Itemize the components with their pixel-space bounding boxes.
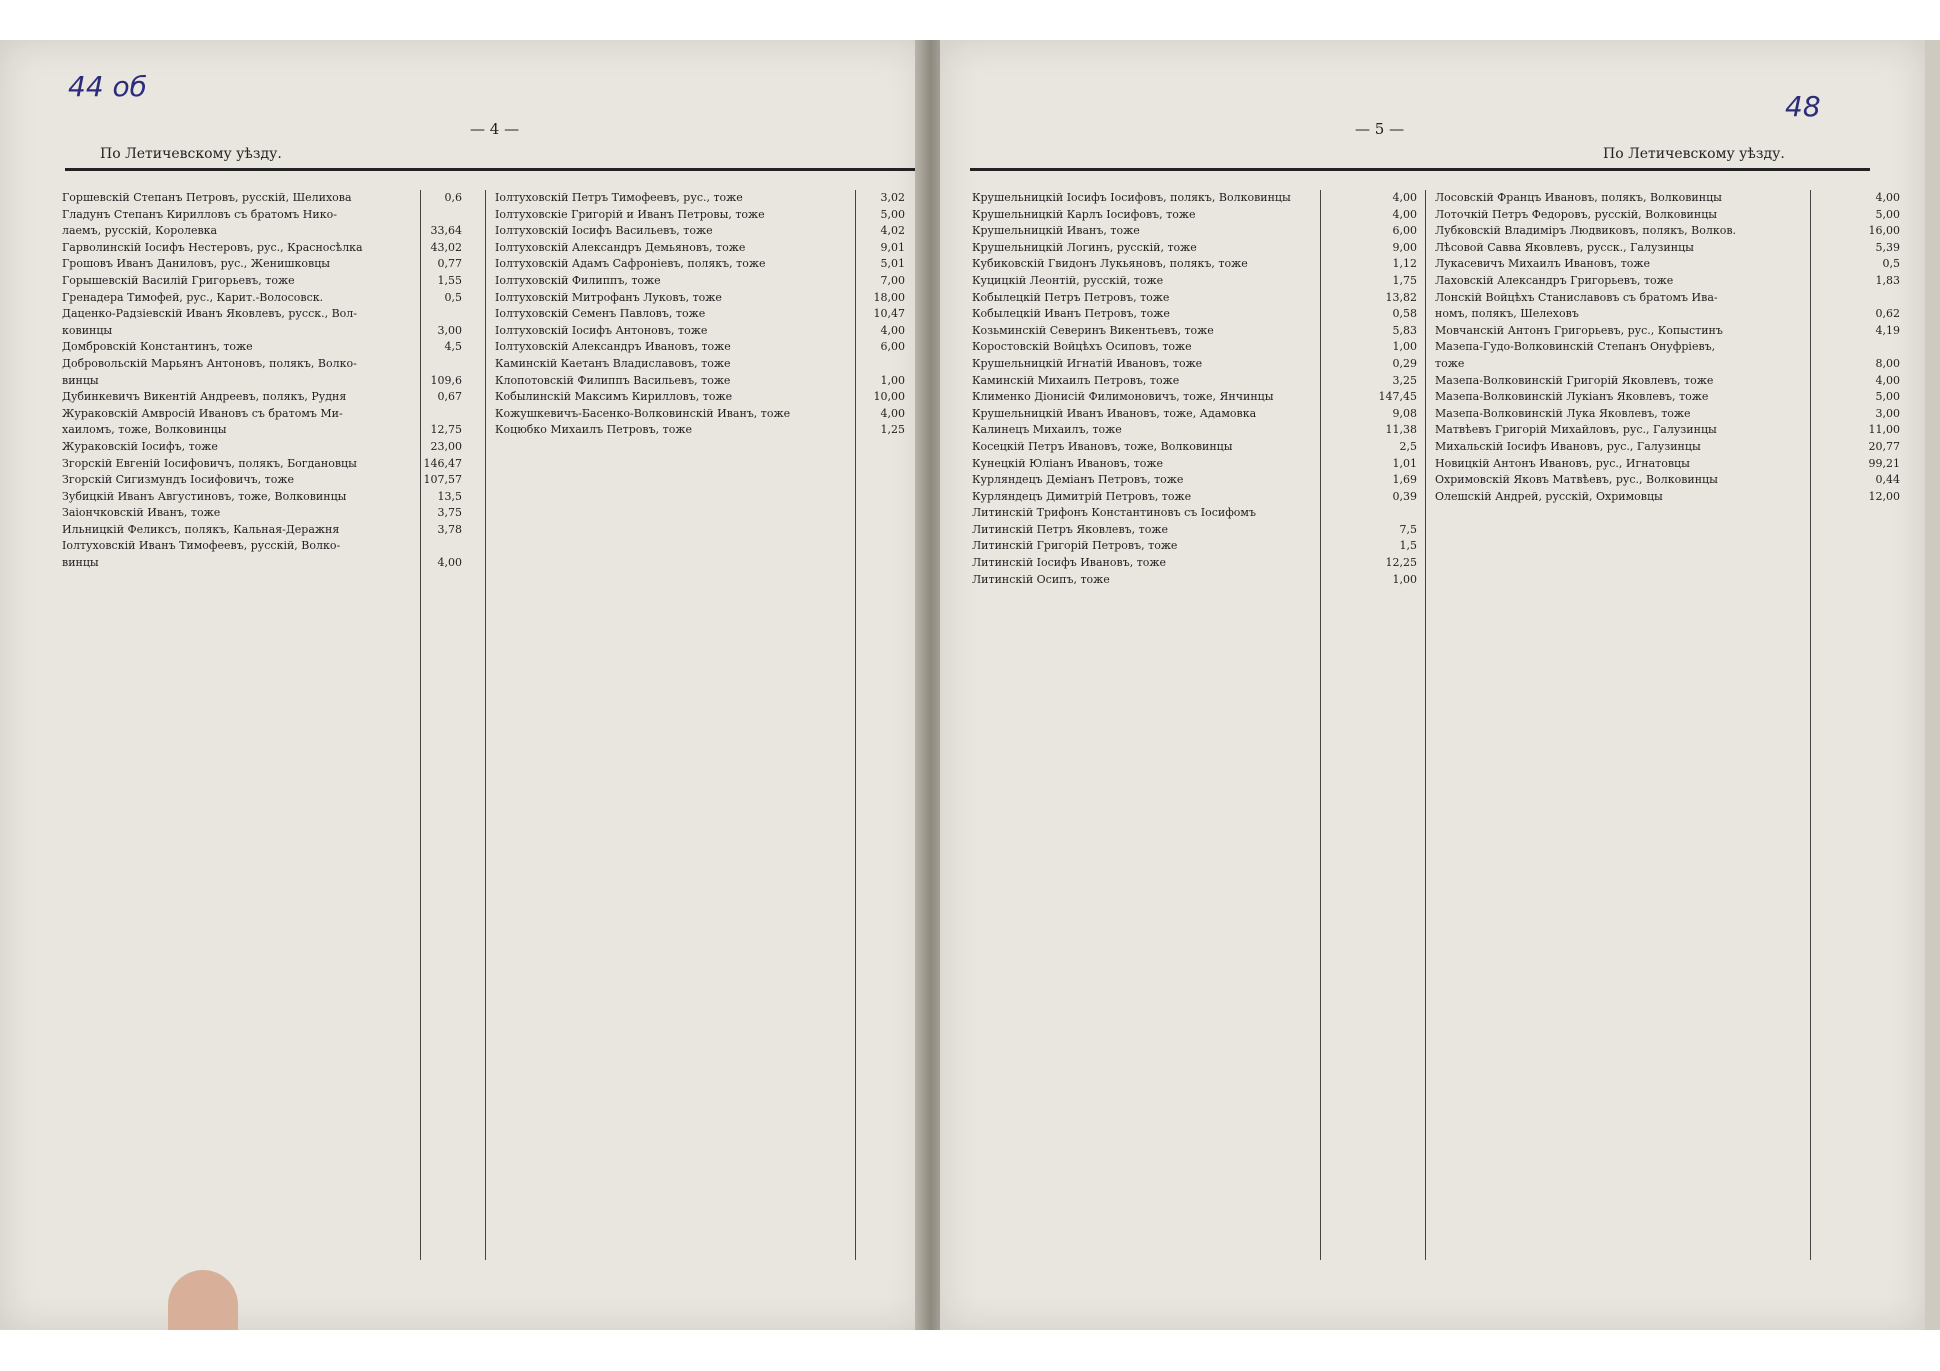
entry-name: Згорскій Евгеній Іосифовичъ, полякъ, Богдановцы bbox=[62, 456, 357, 470]
entry-name: Литинскій Трифонъ Константиновъ съ Іосифомъ bbox=[972, 506, 1256, 520]
entry-value: 0,44 bbox=[1875, 473, 1900, 487]
running-head: По Летичевскому уѣзду. bbox=[1603, 146, 1785, 162]
entry-name: хаиломъ, тоже, Волковинцы bbox=[62, 423, 227, 437]
list-item bbox=[62, 240, 462, 257]
handwritten-annotation: 48 bbox=[1785, 90, 1821, 123]
list-item bbox=[495, 290, 905, 307]
entry-value: 33,64 bbox=[430, 224, 462, 238]
entry-value: 12,00 bbox=[1868, 489, 1900, 503]
entry-value: 4,19 bbox=[1875, 323, 1900, 337]
list-item bbox=[62, 373, 462, 390]
entry-name: Гренадера Тимофей, рус., Карит.-Волосовск. bbox=[62, 290, 324, 304]
entry-value bbox=[410, 356, 462, 373]
list-item bbox=[1435, 223, 1900, 240]
entry-value: 1,00 bbox=[1392, 340, 1417, 354]
list-item bbox=[1435, 472, 1900, 489]
entry-name: Олешскій Андрей, русскій, Охримовцы bbox=[1435, 489, 1663, 503]
list-item bbox=[495, 207, 905, 224]
entry-value bbox=[410, 306, 462, 323]
entry-name: Литинскій Іосифъ Ивановъ, тоже bbox=[972, 556, 1167, 570]
list-item bbox=[972, 339, 1417, 356]
entry-name: Кобылецкій Иванъ Петровъ, тоже bbox=[972, 307, 1170, 321]
entry-name: Мазепа-Волковинскій Лукіанъ Яковлевъ, тоже bbox=[1435, 390, 1709, 404]
entry-name: Заіончковскій Иванъ, тоже bbox=[62, 506, 221, 520]
list-item bbox=[62, 505, 462, 522]
entry-value: 4,00 bbox=[437, 556, 462, 570]
entry-value: 147,45 bbox=[1378, 390, 1417, 404]
right-page bbox=[940, 40, 1925, 1330]
entry-name: Лѣсовой Савва Яковлевъ, русск., Галузинцы bbox=[1435, 240, 1694, 254]
entry-name: Іолтуховскій Александръ Демьяновъ, тоже bbox=[495, 240, 746, 254]
entry-value: 146,47 bbox=[423, 456, 462, 470]
list-item bbox=[495, 306, 905, 323]
entry-name: Крушельницкій Іосифъ Іосифовъ, полякъ, Волковинцы bbox=[972, 191, 1291, 204]
entry-name: Курляндецъ Деміанъ Петровъ, тоже bbox=[972, 473, 1184, 487]
entry-value: 0,29 bbox=[1392, 356, 1417, 370]
entry-value: 13,5 bbox=[437, 489, 462, 503]
list-item bbox=[1435, 273, 1900, 290]
list-item bbox=[1435, 256, 1900, 273]
list-item bbox=[62, 290, 462, 307]
entry-name: лаемъ, русскій, Королевка bbox=[62, 224, 218, 238]
entry-name: Грошовъ Иванъ Даниловъ, рус., Женишковцы bbox=[62, 257, 331, 271]
list-item bbox=[972, 572, 1417, 589]
page-number: — 5 — bbox=[1355, 120, 1405, 138]
list-item bbox=[1435, 207, 1900, 224]
entry-name: Даценко-Радзіевскій Иванъ Яковлевъ, русск., Вол- bbox=[62, 307, 358, 321]
entry-value bbox=[1848, 339, 1900, 356]
entry-name: Іолтуховскій Іосифъ Антоновъ, тоже bbox=[495, 323, 708, 337]
entries-column-2 bbox=[495, 190, 905, 1260]
list-item bbox=[62, 472, 462, 489]
entry-name: тоже bbox=[1435, 356, 1465, 370]
entry-value: 7,5 bbox=[1399, 522, 1417, 536]
entry-value bbox=[1848, 290, 1900, 307]
entry-name: Крушельницкій Карлъ Іосифовъ, тоже bbox=[972, 207, 1196, 221]
entry-value: 109,6 bbox=[430, 373, 462, 387]
list-item bbox=[495, 323, 905, 340]
entry-value: 13,82 bbox=[1385, 290, 1417, 304]
list-item bbox=[62, 489, 462, 506]
list-item bbox=[495, 256, 905, 273]
entry-name: Дубинкевичъ Викентій Андреевъ, полякъ, Рудня bbox=[62, 390, 347, 404]
list-item bbox=[1435, 339, 1900, 356]
entry-value: 10,00 bbox=[873, 390, 905, 404]
entry-value: 4,00 bbox=[880, 323, 905, 337]
list-item bbox=[972, 190, 1417, 207]
entry-value: 3,78 bbox=[437, 522, 462, 536]
list-item bbox=[495, 190, 905, 207]
entry-name: Згорскій Сигизмундъ Іосифовичъ, тоже bbox=[62, 473, 294, 487]
list-item bbox=[972, 389, 1417, 406]
entry-name: Крушельницкій Логинъ, русскій, тоже bbox=[972, 240, 1197, 254]
book-spread bbox=[0, 40, 1940, 1330]
entry-value: 3,00 bbox=[1875, 406, 1900, 420]
entry-name: Охримовскій Яковъ Матвѣевъ, рус., Волковинцы bbox=[1435, 473, 1718, 487]
entry-name: Коростовскій Войцѣхъ Осиповъ, тоже bbox=[972, 340, 1192, 354]
entry-value: 4,00 bbox=[1875, 373, 1900, 387]
entry-value: 9,08 bbox=[1392, 406, 1417, 420]
entry-name: Кобылинскій Максимъ Кирилловъ, тоже bbox=[495, 390, 733, 404]
entry-name: Лукасевичъ Михаилъ Ивановъ, тоже bbox=[1435, 257, 1651, 271]
list-item bbox=[495, 339, 905, 356]
entry-value: 4,00 bbox=[1392, 207, 1417, 221]
column-rule bbox=[1425, 190, 1426, 1260]
entry-value bbox=[853, 356, 905, 373]
list-item bbox=[62, 207, 462, 224]
entry-name: ковинцы bbox=[62, 323, 113, 337]
entry-value: 9,00 bbox=[1392, 240, 1417, 254]
entry-name: Козьминскій Северинъ Викентьевъ, тоже bbox=[972, 323, 1214, 337]
page-number: — 4 — bbox=[470, 120, 520, 138]
entry-name: Мазепа-Волковинскій Григорій Яковлевъ, тоже bbox=[1435, 373, 1714, 387]
entry-value: 1,00 bbox=[880, 373, 905, 387]
list-item bbox=[62, 406, 462, 423]
list-item bbox=[972, 373, 1417, 390]
list-item bbox=[62, 456, 462, 473]
entry-value: 3,00 bbox=[437, 323, 462, 337]
list-item bbox=[495, 223, 905, 240]
list-item bbox=[972, 356, 1417, 373]
list-item bbox=[62, 273, 462, 290]
list-item bbox=[495, 389, 905, 406]
entry-value: 5,83 bbox=[1392, 323, 1417, 337]
header-rule bbox=[65, 168, 925, 171]
entry-name: Жураковскій Амвросій Ивановъ съ братомъ Ми- bbox=[62, 406, 343, 420]
entry-value bbox=[1365, 505, 1417, 522]
entry-value: 4,00 bbox=[1392, 191, 1417, 204]
entry-value: 0,67 bbox=[437, 390, 462, 404]
entry-value: 0,77 bbox=[437, 257, 462, 271]
entries-column-2 bbox=[1435, 190, 1900, 1260]
list-item bbox=[1435, 190, 1900, 207]
entry-name: Добровольскій Марьянъ Антоновъ, полякъ, Волко- bbox=[62, 356, 357, 370]
list-item bbox=[62, 339, 462, 356]
list-item bbox=[1435, 406, 1900, 423]
entry-name: Литинскій Петръ Яковлевъ, тоже bbox=[972, 522, 1168, 536]
entry-name: Жураковскій Іосифъ, тоже bbox=[62, 439, 218, 453]
entry-name: Зубицкій Иванъ Августиновъ, тоже, Волковинцы bbox=[62, 489, 347, 503]
entry-value: 1,5 bbox=[1399, 539, 1417, 553]
entry-name: Каминскій Михаилъ Петровъ, тоже bbox=[972, 373, 1180, 387]
entry-name: Калинецъ Михаилъ, тоже bbox=[972, 423, 1122, 437]
list-item bbox=[972, 323, 1417, 340]
entry-name: Крушельницкій Игнатій Ивановъ, тоже bbox=[972, 356, 1203, 370]
entry-value: 6,00 bbox=[880, 340, 905, 354]
list-item bbox=[972, 207, 1417, 224]
entry-name: Кобылецкій Петръ Петровъ, тоже bbox=[972, 290, 1170, 304]
entry-value: 4,00 bbox=[880, 406, 905, 420]
entry-name: Ильницкій Феликсъ, полякъ, Кальная-Деражня bbox=[62, 522, 340, 536]
list-item bbox=[62, 422, 462, 439]
entry-name: Михальскій Іосифъ Ивановъ, рус., Галузинцы bbox=[1435, 439, 1701, 453]
list-item bbox=[495, 356, 905, 373]
column-rule bbox=[1810, 190, 1811, 1260]
entry-value: 1,25 bbox=[880, 423, 905, 437]
running-head: По Летичевскому уѣзду. bbox=[100, 146, 282, 162]
list-item bbox=[495, 373, 905, 390]
list-item bbox=[972, 306, 1417, 323]
entry-name: Горышевскій Василій Григорьевъ, тоже bbox=[62, 273, 295, 287]
entry-value: 107,57 bbox=[423, 473, 462, 487]
entry-name: Лубковскій Владиміръ Людвиковъ, полякъ, Волков. bbox=[1435, 224, 1737, 238]
list-item bbox=[495, 273, 905, 290]
list-item bbox=[495, 240, 905, 257]
list-item bbox=[62, 190, 462, 207]
list-item bbox=[1435, 373, 1900, 390]
entry-name: Лонскій Войцѣхъ Станиславовъ съ братомъ Ива- bbox=[1435, 290, 1718, 304]
entry-value: 23,00 bbox=[430, 439, 462, 453]
entry-value: 12,75 bbox=[430, 423, 462, 437]
header-rule bbox=[970, 168, 1870, 171]
entry-value bbox=[410, 406, 462, 423]
entry-name: Мазепа-Гудо-Волковинскій Степанъ Онуфріевъ, bbox=[1435, 340, 1716, 354]
entry-value: 3,25 bbox=[1392, 373, 1417, 387]
entry-value: 1,00 bbox=[1392, 572, 1417, 586]
entry-value: 6,00 bbox=[1392, 224, 1417, 238]
list-item bbox=[1435, 306, 1900, 323]
entry-name: Мовчанскій Антонъ Григорьевъ, рус., Копыстинъ bbox=[1435, 323, 1723, 337]
entry-value bbox=[410, 207, 462, 224]
entry-name: Домбровскій Константинъ, тоже bbox=[62, 340, 253, 354]
list-item bbox=[62, 389, 462, 406]
entry-value bbox=[410, 538, 462, 555]
list-item bbox=[62, 306, 462, 323]
list-item bbox=[1435, 456, 1900, 473]
entry-value: 18,00 bbox=[873, 290, 905, 304]
entry-value: 5,01 bbox=[880, 257, 905, 271]
entry-value: 3,75 bbox=[437, 506, 462, 520]
entry-name: Курляндецъ Димитрій Петровъ, тоже bbox=[972, 489, 1192, 503]
entry-name: Лоточкій Петръ Федоровъ, русскій, Волковинцы bbox=[1435, 207, 1718, 221]
list-item bbox=[972, 406, 1417, 423]
entry-value: 4,5 bbox=[444, 340, 462, 354]
entry-value: 0,39 bbox=[1392, 489, 1417, 503]
list-item bbox=[495, 406, 905, 423]
entry-value: 1,69 bbox=[1392, 473, 1417, 487]
list-item bbox=[972, 273, 1417, 290]
entry-value: 1,83 bbox=[1875, 273, 1900, 287]
list-item bbox=[972, 505, 1417, 522]
list-item bbox=[495, 422, 905, 439]
entry-value: 99,21 bbox=[1868, 456, 1900, 470]
entry-name: Клопотовскій Филиппъ Васильевъ, тоже bbox=[495, 373, 731, 387]
entry-name: Лосовскій Францъ Ивановъ, полякъ, Волковинцы bbox=[1435, 191, 1722, 204]
entry-name: Іолтуховскій Іосифъ Васильевъ, тоже bbox=[495, 224, 713, 238]
entry-value: 2,5 bbox=[1399, 439, 1417, 453]
list-item bbox=[1435, 323, 1900, 340]
entry-name: Крушельницкій Иванъ, тоже bbox=[972, 224, 1140, 238]
entry-value: 11,00 bbox=[1868, 423, 1900, 437]
entry-name: Іолтуховскій Иванъ Тимофеевъ, русскій, Волко- bbox=[62, 539, 341, 553]
list-item bbox=[972, 456, 1417, 473]
entry-name: Матвѣевъ Григорій Михайловъ, рус., Галузинцы bbox=[1435, 423, 1717, 437]
entry-value: 16,00 bbox=[1868, 224, 1900, 238]
entry-name: Кубиковскій Гвидонъ Лукьяновъ, полякъ, тоже bbox=[972, 257, 1248, 271]
entry-value: 0,58 bbox=[1392, 307, 1417, 321]
list-item bbox=[972, 472, 1417, 489]
entry-value: 5,00 bbox=[1875, 207, 1900, 221]
entry-name: винцы bbox=[62, 373, 99, 387]
column-rule bbox=[420, 190, 421, 1260]
entry-name: Клименко Діонисій Филимоновичъ, тоже, Янчинцы bbox=[972, 390, 1274, 404]
list-item bbox=[62, 555, 462, 572]
entry-value: 20,77 bbox=[1868, 439, 1900, 453]
entry-value: 0,5 bbox=[444, 290, 462, 304]
list-item bbox=[972, 522, 1417, 539]
entry-name: Іолтуховскій Петръ Тимофеевъ, рус., тоже bbox=[495, 191, 743, 204]
column-rule bbox=[1320, 190, 1321, 1260]
list-item bbox=[972, 538, 1417, 555]
list-item bbox=[1435, 290, 1900, 307]
column-rule bbox=[855, 190, 856, 1260]
list-item bbox=[62, 256, 462, 273]
list-item bbox=[972, 256, 1417, 273]
entry-name: Крушельницкій Иванъ Ивановъ, тоже, Адамовка bbox=[972, 406, 1257, 420]
entry-name: Гарволинскій Іосифъ Нестеровъ, рус., Красносѣлка bbox=[62, 240, 363, 254]
entries-column-1 bbox=[62, 190, 462, 1260]
entry-name: номъ, полякъ, Шелеховъ bbox=[1435, 307, 1579, 321]
list-item bbox=[62, 356, 462, 373]
entry-name: Іолтуховскій Адамъ Сафроніевъ, полякъ, тоже bbox=[495, 257, 766, 271]
entry-name: Іолтуховскіе Григорій и Иванъ Петровы, тоже bbox=[495, 207, 765, 221]
entry-name: Іолтуховскій Семенъ Павловъ, тоже bbox=[495, 307, 706, 321]
entry-name: Косецкій Петръ Ивановъ, тоже, Волковинцы bbox=[972, 439, 1233, 453]
entry-value: 43,02 bbox=[430, 240, 462, 254]
entry-value: 1,01 bbox=[1392, 456, 1417, 470]
entry-name: Куцицкій Леонтій, русскій, тоже bbox=[972, 273, 1164, 287]
list-item bbox=[1435, 439, 1900, 456]
entry-name: Литинскій Григорій Петровъ, тоже bbox=[972, 539, 1178, 553]
list-item bbox=[1435, 240, 1900, 257]
list-item bbox=[62, 522, 462, 539]
entry-name: Іолтуховскій Александръ Ивановъ, тоже bbox=[495, 340, 731, 354]
entry-value: 1,75 bbox=[1392, 273, 1417, 287]
entry-value: 5,00 bbox=[880, 207, 905, 221]
entry-value: 3,02 bbox=[880, 191, 905, 204]
entry-name: Іолтуховскій Митрофанъ Луковъ, тоже bbox=[495, 290, 722, 304]
entry-value: 8,00 bbox=[1875, 356, 1900, 370]
entry-value: 4,00 bbox=[1875, 191, 1900, 204]
entry-name: Гладунъ Степанъ Кирилловъ съ братомъ Нико- bbox=[62, 207, 337, 221]
entry-name: Кожушкевичъ-Басенко-Волковинскій Иванъ, тоже bbox=[495, 406, 791, 420]
list-item bbox=[972, 240, 1417, 257]
list-item bbox=[62, 538, 462, 555]
list-item bbox=[972, 223, 1417, 240]
entry-value: 5,00 bbox=[1875, 390, 1900, 404]
entry-value: 1,12 bbox=[1392, 257, 1417, 271]
entry-value: 12,25 bbox=[1385, 556, 1417, 570]
list-item bbox=[62, 439, 462, 456]
list-item bbox=[972, 290, 1417, 307]
entry-name: Каминскій Каетанъ Владиславовъ, тоже bbox=[495, 356, 731, 370]
entry-name: Іолтуховскій Филиппъ, тоже bbox=[495, 273, 661, 287]
handwritten-annotation: 44 об bbox=[68, 70, 147, 103]
list-item bbox=[62, 323, 462, 340]
entry-value: 0,6 bbox=[444, 191, 462, 204]
list-item bbox=[972, 489, 1417, 506]
entry-name: Новицкій Антонъ Ивановъ, рус., Игнатовцы bbox=[1435, 456, 1690, 470]
list-item bbox=[1435, 422, 1900, 439]
entry-value: 1,55 bbox=[437, 273, 462, 287]
entry-name: Мазепа-Волковинскій Лука Яковлевъ, тоже bbox=[1435, 406, 1691, 420]
entry-name: Коцюбко Михаилъ Петровъ, тоже bbox=[495, 423, 692, 437]
entry-value: 9,01 bbox=[880, 240, 905, 254]
entry-name: Литинскій Осипъ, тоже bbox=[972, 572, 1110, 586]
entry-name: винцы bbox=[62, 556, 99, 570]
entry-value: 7,00 bbox=[880, 273, 905, 287]
entry-name: Горшевскій Степанъ Петровъ, русскій, Шелихова bbox=[62, 191, 352, 204]
entry-name: Кунецкій Юліанъ Ивановъ, тоже bbox=[972, 456, 1163, 470]
entries-column-1 bbox=[972, 190, 1417, 1260]
list-item bbox=[972, 555, 1417, 572]
entry-value: 4,02 bbox=[880, 224, 905, 238]
list-item bbox=[1435, 356, 1900, 373]
list-item bbox=[62, 223, 462, 240]
list-item bbox=[1435, 389, 1900, 406]
list-item bbox=[972, 422, 1417, 439]
left-page bbox=[0, 40, 925, 1330]
entry-value: 10,47 bbox=[873, 307, 905, 321]
entry-value: 11,38 bbox=[1385, 423, 1417, 437]
entry-value: 0,62 bbox=[1875, 307, 1900, 321]
entry-value: 5,39 bbox=[1875, 240, 1900, 254]
entry-name: Лаховскій Александръ Григорьевъ, тоже bbox=[1435, 273, 1674, 287]
entry-value: 0,5 bbox=[1882, 257, 1900, 271]
list-item bbox=[1435, 489, 1900, 506]
column-rule bbox=[485, 190, 486, 1260]
list-item bbox=[972, 439, 1417, 456]
